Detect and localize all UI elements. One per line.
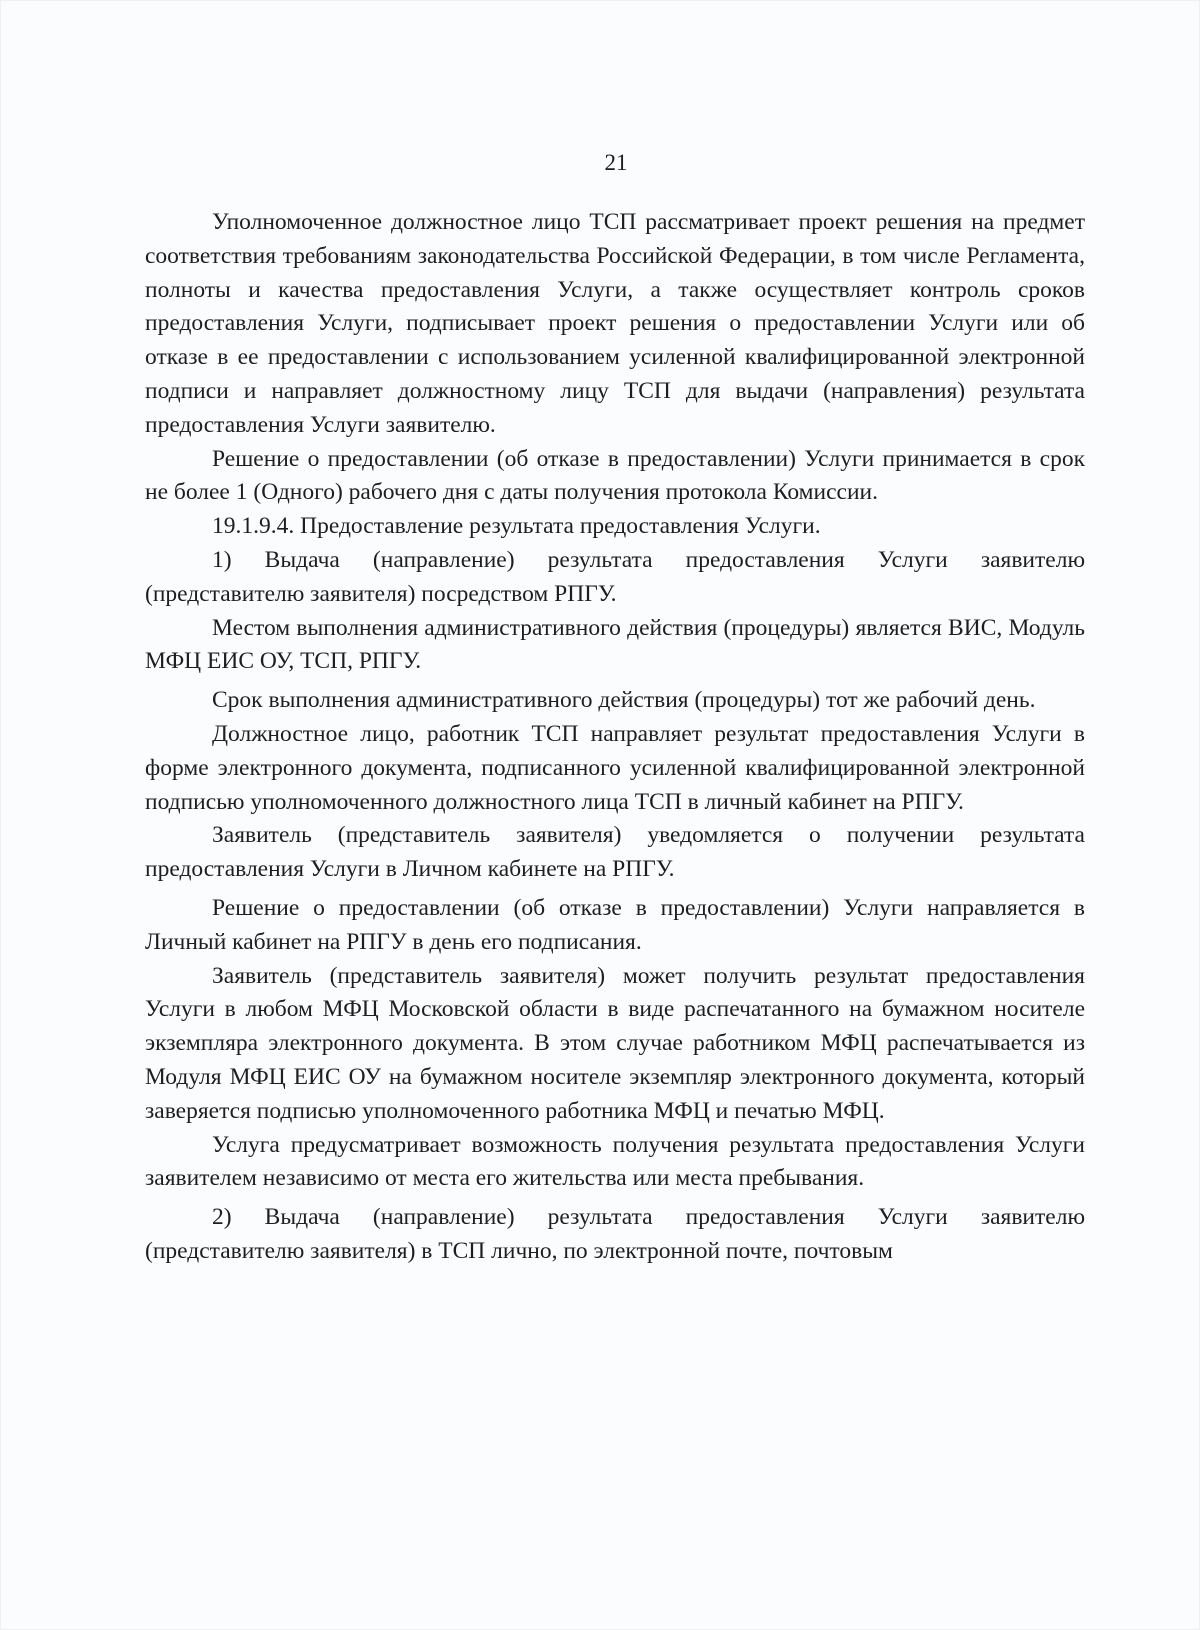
document-body [145, 206, 1085, 1269]
paragraph-decision-sent: Решение о предоставлении (об отказе в предоставлении) Услуги направляется в Личный кабинет на РПГУ в день его подписания. [145, 894, 1085, 955]
paragraph-mfc-printout: Заявитель (представитель заявителя) может получить результат предоставления Услуги в любом МФЦ Московской области в виде распечатанного на бумажном носителе экземпляра электронного документа. В этом случае работником МФЦ распечатывается из Модуля МФЦ ЕИС ОУ на бумажном носителе экземпляр электронного документа, который заверяется подписью уполномоченного работника МФЦ и печатью МФЦ. [145, 962, 1085, 1124]
paragraph-issue-in-tsp: 2) Выдача (направление) результата предоставления Услуги заявителю (представителю заявителя) в ТСП лично, по электронной почте, почтовым [145, 1204, 1085, 1264]
paragraph-applicant-notified: Заявитель (представитель заявителя) уведомляется о получении результата предоставления Услуги в Личном кабинете на РПГУ. [145, 822, 1085, 883]
paragraph-send-electronic-result: Должностное лицо, работник ТСП направляет результат предоставления Услуги в форме электронного документа, подписанного усиленной квалифицированной электронной подписью уполномоченного должностного лица ТСП в личный кабинет на РПГУ. [145, 720, 1085, 815]
page-number: 21 [604, 150, 628, 175]
section-heading-19-1-9-4: 19.1.9.4. Предоставление результата предоставления Услуги. [212, 513, 821, 540]
paragraph-issue-via-rpgu: 1) Выдача (направление) результата предоставления Услуги заявителю (представителю заявителя) посредством РПГУ. [145, 546, 1085, 607]
paragraph-decision-deadline: Решение о предоставлении (об отказе в предоставлении) Услуги принимается в срок не более 1 (Одного) рабочего дня с даты получения протокола Комиссии. [145, 445, 1085, 506]
paragraph-action-term: Срок выполнения административного действия (процедуры) тот же рабочий день. [212, 687, 1036, 714]
paragraph-official-review: Уполномоченное должностное лицо ТСП рассматривает проект решения на предмет соответствия требованиям законодательства Российской Федерации, в том числе Регламента, полноты и качества предоставления Услуги, а также осуществляет контроль сроков предоставления Услуги, подписывает проект решения о предоставлении Услуги или об отказе в ее предоставлении с использованием усиленной квалифицированной электронной подписи и направляет должностному лицу ТСП для выдачи (направления) результата предоставления Услуги заявителю. [145, 209, 1085, 438]
paragraph-place-of-action: Местом выполнения административного действия (процедуры) является ВИС, Модуль МФЦ ЕИС ОУ, ТСП, РПГУ. [145, 614, 1085, 675]
paragraph-extraterritorial: Услуга предусматривает возможность получения результата предоставления Услуги заявителем независимо от места его жительства или места пребывания. [145, 1131, 1085, 1192]
